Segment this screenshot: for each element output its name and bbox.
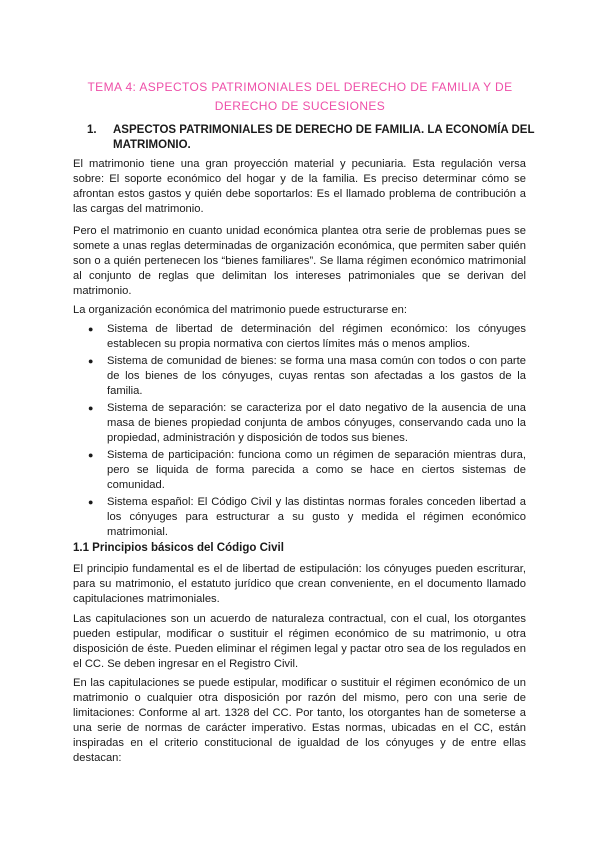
list-item-text: Sistema de libertad de determinación del régimen económico: los cónyuges establecen su propia normativa con ciertos límites más o menos amplios. xyxy=(107,323,526,350)
section-1-1-paragraph-1: El principio fundamental es el de libertad de estipulación: los cónyuges pueden escriturar, para su matrimonio, el estatuto jurídico que crean conveniente, en el documento llamado capitulaciones matrimoniales. xyxy=(73,563,526,605)
list-item-text: Sistema de comunidad de bienes: se forma una masa común con todos o con parte de los bienes de los cónyuges, cuyas rentas son afectadas a los gastos de la familia. xyxy=(107,355,526,397)
list-item xyxy=(73,354,526,399)
paragraph-1: El matrimonio tiene una gran proyección material y pecuniaria. Esta regulación versa sobre: El soporte económico del hogar y de la familia. Es preciso determinar cómo se afrontan estos gastos y quién debe soportarlos: Es el llamado problema de contribución a las cargas del matrimonio. xyxy=(73,158,526,215)
section-1-1-paragraph-3: En las capitulaciones se puede estipular, modificar o sustituir el régimen económico de un matrimonio o cualquier otra disposición por razón del mismo, pero con una serie de limitaciones: Conforme al art. 1328 del CC. Por tanto, los otorgantes han de someterse a una serie de normas de carácter imperativo. Estas normas, ubicadas en el CC, están inspiradas en el criterio constitucional de igualdad de los cónyuges y de entre ellas destacan: xyxy=(73,677,526,764)
bullet-icon: ● xyxy=(88,324,94,334)
list-item xyxy=(73,495,526,540)
document-title xyxy=(70,78,530,116)
list-item-text: Sistema español: El Código Civil y las distintas normas forales conceden libertad a los cónyuges para estructurar a su gusto y medida el régimen económico matrimonial. xyxy=(107,496,526,538)
section-1-1-paragraph-2: Las capitulaciones son un acuerdo de naturaleza contractual, con el cual, los otorgantes pueden estipular, modificar o sustituir el régimen económico de su matrimonio, u otra disposición de éste. Pueden eliminar el régimen legal y pactar otro sea de los regulados en el CC. Se deben ingresar en el Registro Civil. xyxy=(73,613,526,670)
bullet-icon: ● xyxy=(88,450,94,460)
list-item xyxy=(73,322,526,352)
paragraph-2: Pero el matrimonio en cuanto unidad económica plantea otra serie de problemas pues se somete a unas reglas determinadas de organización económica, que permiten saber quién son o a quién pertenecen los “bienes familiares”. Se llama régimen económico matrimonial al conjunto de reglas que delimitan los intereses patrimoniales que se derivan del matrimonio. xyxy=(73,225,526,297)
list-item-text: Sistema de participación: funciona como un régimen de separación mientras dura, pero se liquida de forma parecida a como se hace en ciertos sistemas de comunidad. xyxy=(107,449,526,491)
list-item xyxy=(73,448,526,493)
list-item xyxy=(73,401,526,446)
paragraph-3: La organización económica del matrimonio puede estructurarse en: xyxy=(73,304,407,316)
section-1-heading-text: ASPECTOS PATRIMONIALES DE DERECHO DE FAMILIA. LA ECONOMÍA DEL MATRIMONIO. xyxy=(113,124,535,151)
list-item-text: Sistema de separación: se caracteriza por el dato negativo de la ausencia de una masa de bienes propiedad conjunta de ambos cónyuges, conservando cada uno la propiedad, administración y disposición de todos sus bienes. xyxy=(107,402,526,444)
bullet-icon: ● xyxy=(88,497,94,507)
title-line-1: TEMA 4: ASPECTOS PATRIMONIALES DEL DERECHO DE FAMILIA Y DE xyxy=(87,80,513,94)
title-line-2: DERECHO DE SUCESIONES xyxy=(214,99,386,113)
section-1-number: 1. xyxy=(87,124,97,136)
bullet-icon: ● xyxy=(88,403,94,413)
section-1-1-heading: 1.1 Principios básicos del Código Civil xyxy=(73,542,284,554)
systems-list xyxy=(73,322,526,542)
bullet-icon: ● xyxy=(88,356,94,366)
section-1-heading xyxy=(87,123,538,153)
